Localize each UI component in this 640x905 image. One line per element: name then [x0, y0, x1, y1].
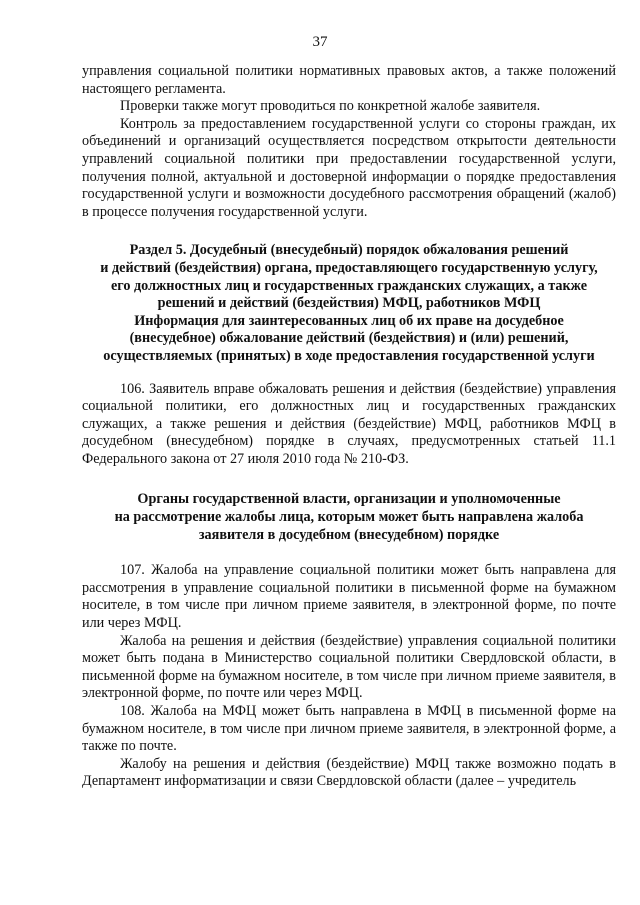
- section-5-heading: [82, 242, 616, 365]
- paragraph-continuation: управления социальной политики нормативных правовых актов, а также положений настоящего регламента.: [82, 63, 616, 97]
- section-5-heading-line: Информация для заинтересованных лиц об их праве на досудебное: [134, 312, 564, 329]
- paragraph-inspections: Проверки также могут проводиться по конкретной жалобе заявителя.: [120, 98, 541, 115]
- authorities-subheading: [82, 491, 616, 544]
- section-5-heading-line: его должностных лиц и государственных гражданских служащих, а также: [110, 277, 588, 294]
- page-number: 37: [312, 34, 328, 50]
- paragraph-control: Контроль за предоставлением государственной услуги со стороны граждан, их объединений и организаций осуществляется посредством открытости деятельности управлений социальной политики при предоставлении государственной услуги, получения полной, актуальной и достоверной информации о порядке предоставления государственной услуги и возможности досудебного рассмотрения обращений (жалоб) в процессе получения государственной услуги.: [82, 115, 616, 220]
- section-5-heading-line: (внесудебное) обжалование действий (бездействия) и (или) решений,: [129, 330, 569, 347]
- authorities-subheading-line: на рассмотрение жалобы лица, которым может быть направлена жалоба: [114, 509, 584, 526]
- paragraph-106: 106. Заявитель вправе обжаловать решения и действия (бездействие) управления социальной политики, его должностных лиц и государственных гражданских служащих, а также решения и действия (бездействие) МФЦ, работников МФЦ в досудебном (внесудебном) порядке в случаях, предусмотренных статьей 11.1 Федерального закона от 27 июля 2010 года № 210-ФЗ.: [82, 380, 616, 467]
- section-5-heading-line: осуществляемых (принятых) в ходе предоставления государственной услуги: [103, 347, 595, 364]
- paragraph-108: 108. Жалоба на МФЦ может быть направлена в МФЦ в письменной форме на бумажном носителе, в том числе при личном приеме заявителя, в электронной форме, а также по почте.: [82, 703, 616, 755]
- authorities-subheading-line: заявителя в досудебном (внесудебном) порядке: [198, 526, 500, 543]
- section-5-heading-line: и действий (бездействия) органа, предоставляющего государственную услугу,: [100, 259, 598, 276]
- section-5-heading-line: решений и действий (бездействия) МФЦ, работников МФЦ: [157, 295, 541, 312]
- authorities-subheading-line: Органы государственной власти, организации и уполномоченные: [137, 491, 561, 508]
- section-5-heading-line: Раздел 5. Досудебный (внесудебный) порядок обжалования решений: [129, 242, 569, 259]
- paragraph-107: 107. Жалоба на управление социальной политики может быть направлена для рассмотрения в управление социальной политики в письменной форме на бумажном носителе, в том числе при личном приеме заявителя, в электронной форме, по почте или через МФЦ.: [82, 562, 616, 632]
- paragraph-107-continued: Жалоба на решения и действия (бездействие) управления социальной политики может быть подана в Министерство социальной политики Свердловской области, в письменной форме на бумажном носителе, в том числе при личном приеме заявителя, в электронной форме, по почте или через МФЦ.: [82, 632, 616, 702]
- paragraph-108-continued: Жалобу на решения и действия (бездействие) МФЦ также возможно подать в Департамент информатизации и связи Свердловской области (далее – учредитель: [82, 755, 616, 790]
- document-body: [82, 63, 616, 791]
